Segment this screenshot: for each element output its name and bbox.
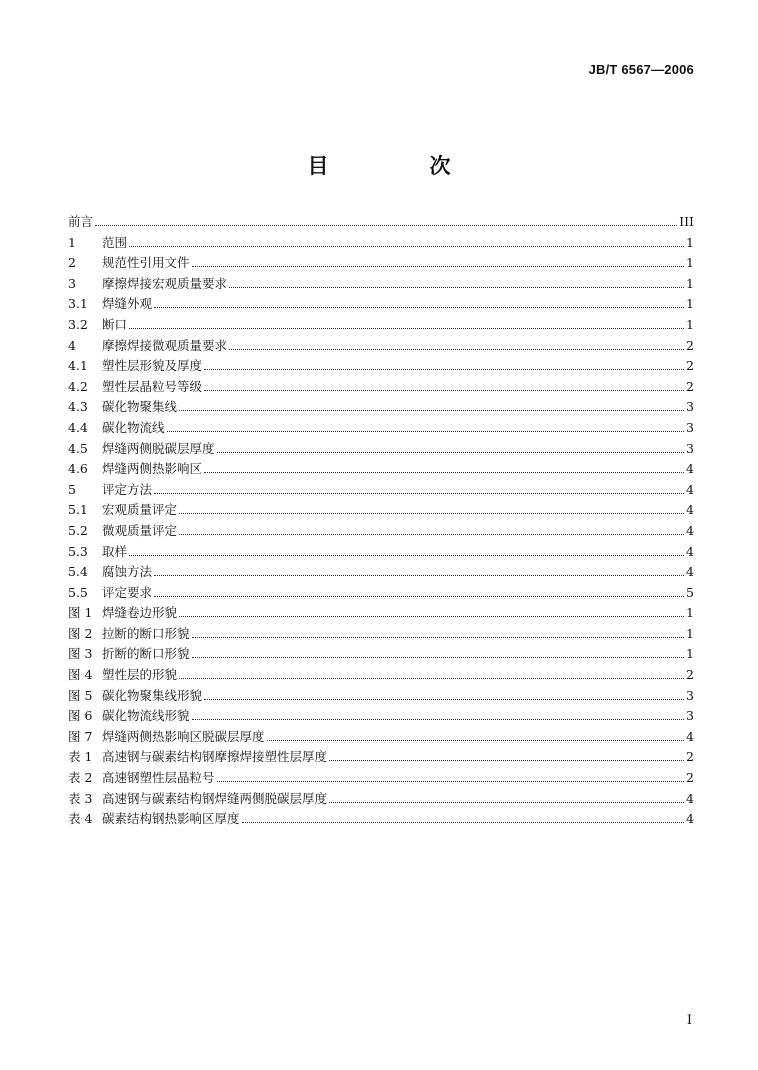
toc-dot-leader [217, 451, 684, 453]
toc-entry-page: 2 [686, 337, 694, 353]
toc-dot-leader [95, 224, 677, 226]
toc-entry-number: 4.1 [68, 358, 88, 374]
toc-entry[interactable] [68, 500, 694, 521]
toc-dot-leader [167, 430, 684, 432]
toc-entry-label: 碳化物流线形貌 [102, 708, 190, 724]
page-title: 目 次 [307, 154, 491, 178]
toc-entry[interactable] [68, 336, 694, 357]
toc-dot-leader [229, 348, 684, 350]
toc-dot-leader [329, 759, 684, 761]
toc-entry-number: 图 7 [68, 728, 93, 744]
toc-entry-number: 4.4 [68, 419, 88, 435]
toc-entry-page: 3 [686, 708, 694, 724]
toc-dot-leader [154, 306, 684, 308]
toc-dot-leader [129, 245, 684, 247]
toc-dot-leader [129, 554, 684, 556]
toc-dot-leader [217, 780, 684, 782]
toc-entry-page: 2 [686, 358, 694, 374]
toc-entry-label: 范围 [102, 234, 128, 250]
toc-dot-leader [204, 471, 684, 473]
toc-entry-number: 4.5 [68, 440, 88, 456]
toc-dot-leader [179, 677, 684, 679]
toc-entry-page: 1 [686, 234, 694, 250]
toc-dot-leader [154, 574, 684, 576]
toc-entry-label: 高速钢塑性层晶粒号 [102, 770, 215, 786]
toc-entry-number: 图 1 [68, 605, 93, 621]
toc-entry-page: 1 [686, 255, 694, 271]
toc-entry-number: 5.5 [68, 584, 88, 600]
toc-dot-leader [204, 389, 684, 391]
toc-dot-leader [192, 718, 684, 720]
toc-dot-leader [267, 739, 684, 741]
toc-entry[interactable] [68, 480, 694, 501]
toc-entry-number: 5.3 [68, 543, 88, 559]
toc-dot-leader [179, 533, 684, 535]
toc-entry-page: 4 [686, 522, 694, 538]
toc-entry-number: 3.2 [68, 316, 88, 332]
toc-entry[interactable] [68, 809, 694, 830]
toc-entry[interactable] [68, 727, 694, 748]
table-of-contents [68, 212, 694, 830]
toc-dot-leader [154, 492, 684, 494]
toc-entry-label: 折断的断口形貌 [102, 646, 190, 662]
toc-entry-label: 焊缝两侧脱碳层厚度 [102, 440, 215, 456]
toc-entry-number: 5 [68, 481, 76, 497]
toc-entry-number: 5.1 [68, 502, 88, 518]
toc-entry-label: 碳素结构钢热影响区厚度 [102, 811, 240, 827]
toc-dot-leader [204, 698, 684, 700]
toc-entry-label: 焊缝两侧热影响区脱碳层厚度 [102, 728, 265, 744]
toc-dot-leader [192, 265, 684, 267]
toc-entry-page: 4 [686, 502, 694, 518]
toc-dot-leader [179, 512, 684, 514]
toc-entry[interactable] [68, 768, 694, 789]
toc-entry[interactable] [68, 377, 694, 398]
toc-entry[interactable] [68, 562, 694, 583]
toc-entry-label: 规范性引用文件 [102, 255, 190, 271]
toc-dot-leader [192, 656, 684, 658]
toc-entry-number: 图 4 [68, 667, 93, 683]
toc-entry-label: 拉断的断口形貌 [102, 625, 190, 641]
toc-entry-page: III [679, 214, 694, 229]
toc-entry-page: 4 [686, 481, 694, 497]
toc-entry-label: 塑性层的形貌 [102, 667, 178, 683]
toc-entry[interactable] [68, 624, 694, 645]
toc-entry[interactable] [68, 789, 694, 810]
toc-dot-leader [242, 821, 684, 823]
toc-entry-label: 摩擦焊接宏观质量要求 [102, 275, 228, 291]
toc-entry-number: 2 [68, 255, 76, 271]
toc-entry-page: 4 [686, 790, 694, 806]
toc-entry[interactable] [68, 521, 694, 542]
toc-entry-label: 评定要求 [102, 584, 153, 600]
toc-entry-page: 1 [686, 296, 694, 312]
standard-code: JB/T 6567—2006 [588, 62, 694, 77]
toc-entry[interactable] [68, 459, 694, 480]
toc-entry-page: 4 [686, 811, 694, 827]
toc-entry[interactable] [68, 253, 694, 274]
toc-entry-page: 4 [686, 564, 694, 580]
toc-entry[interactable] [68, 397, 694, 418]
toc-entry-label: 腐蚀方法 [102, 564, 153, 580]
toc-entry-number: 图 5 [68, 687, 93, 703]
toc-entry-label: 塑性层形貌及厚度 [102, 358, 203, 374]
toc-entry-label: 前言 [68, 214, 94, 229]
toc-entry[interactable] [68, 542, 694, 563]
toc-entry[interactable] [68, 356, 694, 377]
toc-entry-label: 高速钢与碳素结构钢焊缝两侧脱碳层厚度 [102, 790, 328, 806]
toc-entry[interactable] [68, 212, 694, 233]
toc-entry-page: 3 [686, 440, 694, 456]
toc-entry[interactable] [68, 665, 694, 686]
toc-entry-label: 摩擦焊接微观质量要求 [102, 337, 228, 353]
toc-entry-label: 焊缝卷边形貌 [102, 605, 178, 621]
toc-entry-page: 1 [686, 605, 694, 621]
toc-entry-number: 图 6 [68, 708, 93, 724]
toc-entry-label: 碳化物聚集线 [102, 399, 178, 415]
toc-entry-page: 1 [686, 316, 694, 332]
toc-entry-page: 3 [686, 687, 694, 703]
toc-entry[interactable] [68, 644, 694, 665]
toc-entry-page: 2 [686, 667, 694, 683]
toc-entry-page: 4 [686, 543, 694, 559]
toc-entry[interactable] [68, 294, 694, 315]
toc-entry-label: 碳化物流线 [102, 419, 165, 435]
toc-dot-leader [179, 615, 684, 617]
toc-entry[interactable] [68, 686, 694, 707]
toc-entry-page: 3 [686, 419, 694, 435]
toc-entry-label: 塑性层晶粒号等级 [102, 378, 203, 394]
toc-entry-number: 3.1 [68, 296, 88, 312]
toc-dot-leader [229, 286, 684, 288]
toc-entry-label: 评定方法 [102, 481, 153, 497]
toc-entry-label: 碳化物聚集线形貌 [102, 687, 203, 703]
toc-entry[interactable] [68, 603, 694, 624]
toc-entry[interactable] [68, 747, 694, 768]
toc-entry[interactable] [68, 439, 694, 460]
toc-entry-number: 表 1 [68, 749, 93, 765]
toc-entry[interactable] [68, 583, 694, 604]
toc-entry-label: 焊缝两侧热影响区 [102, 461, 203, 477]
page-number: I [686, 1013, 692, 1028]
toc-entry-label: 高速钢与碳素结构钢摩擦焊接塑性层厚度 [102, 749, 328, 765]
toc-entry-label: 微观质量评定 [102, 522, 178, 538]
toc-entry-number: 图 3 [68, 646, 93, 662]
toc-dot-leader [192, 636, 684, 638]
toc-entry-number: 1 [68, 234, 76, 250]
toc-entry-page: 1 [686, 646, 694, 662]
toc-entry-label: 宏观质量评定 [102, 502, 178, 518]
toc-entry-page: 5 [686, 584, 694, 600]
toc-entry-page: 1 [686, 625, 694, 641]
toc-entry-page: 4 [686, 461, 694, 477]
toc-entry[interactable] [68, 274, 694, 295]
toc-entry-number: 4.2 [68, 378, 88, 394]
toc-dot-leader [204, 368, 684, 370]
toc-entry-page: 2 [686, 770, 694, 786]
toc-entry-label: 焊缝外观 [102, 296, 153, 312]
toc-entry-page: 1 [686, 275, 694, 291]
toc-entry-number: 3 [68, 275, 76, 291]
toc-dot-leader [154, 595, 684, 597]
toc-entry[interactable] [68, 418, 694, 439]
toc-entry-number: 表 2 [68, 770, 93, 786]
toc-dot-leader [129, 327, 684, 329]
toc-entry-number: 5.4 [68, 564, 88, 580]
toc-dot-leader [329, 801, 684, 803]
toc-entry-number: 5.2 [68, 522, 88, 538]
toc-entry-page: 2 [686, 378, 694, 394]
toc-entry-number: 4.3 [68, 399, 88, 415]
toc-entry[interactable] [68, 706, 694, 727]
toc-entry-label: 取样 [102, 543, 128, 559]
toc-entry-number: 表 3 [68, 790, 93, 806]
toc-entry-page: 2 [686, 749, 694, 765]
toc-entry-label: 断口 [102, 316, 128, 332]
toc-entry-page: 4 [686, 728, 694, 744]
toc-entry-number: 表 4 [68, 811, 93, 827]
toc-entry-number: 4 [68, 337, 76, 353]
toc-dot-leader [179, 409, 684, 411]
toc-entry-page: 3 [686, 399, 694, 415]
toc-entry[interactable] [68, 315, 694, 336]
toc-entry-number: 图 2 [68, 625, 93, 641]
toc-entry[interactable] [68, 233, 694, 254]
toc-entry-number: 4.6 [68, 461, 88, 477]
